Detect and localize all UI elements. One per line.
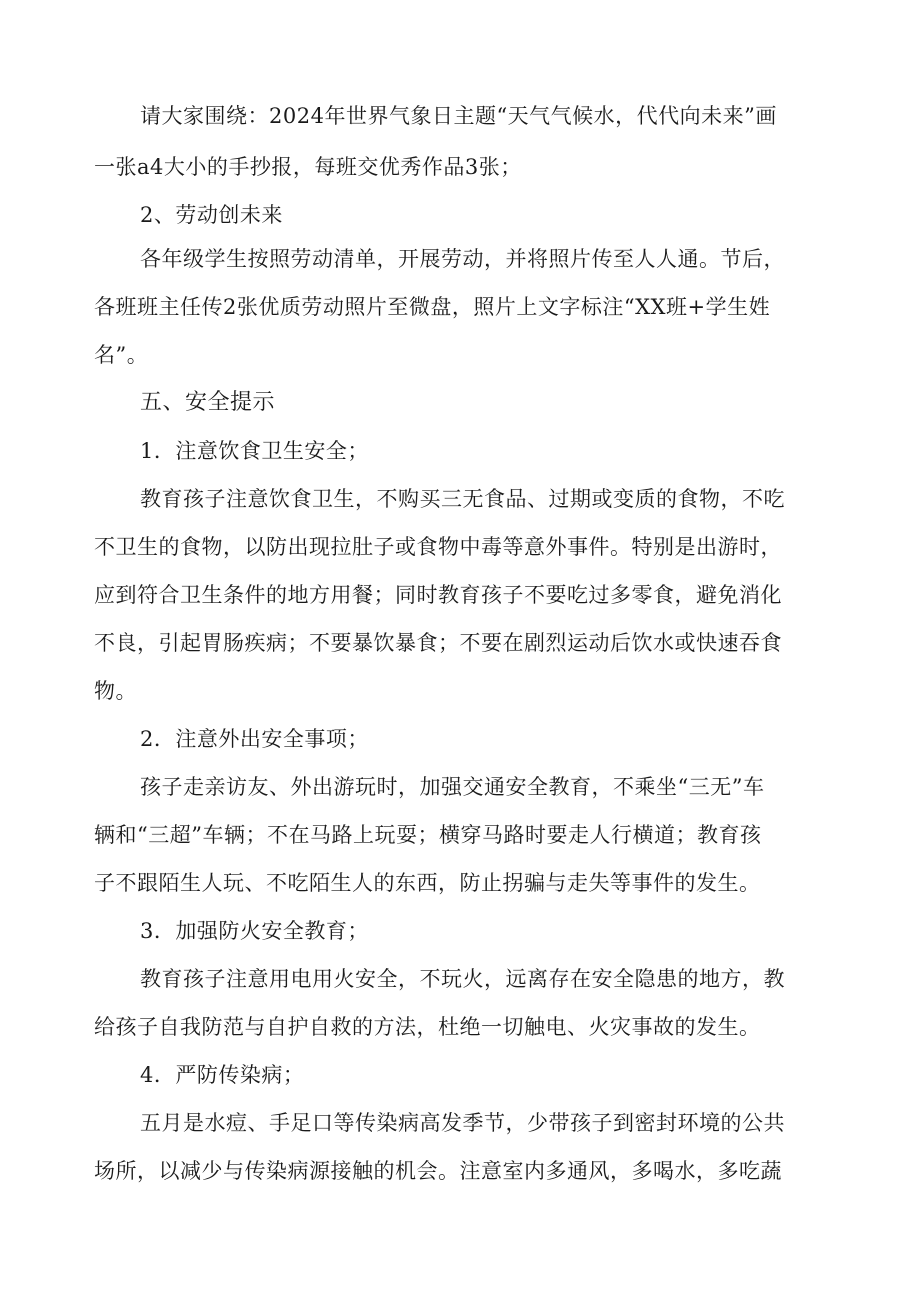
- paragraph-line: 不卫生的食物，以防出现拉肚子或食物中毒等意外事件。特别是出游时，: [94, 535, 782, 559]
- tip-title: 3．加强防火安全教育；: [140, 919, 369, 943]
- paragraph-line: 请大家围绕：2024年世界气象日主题“天气气候水，代代向未来”画: [140, 104, 777, 128]
- paragraph-line: 子不跟陌生人玩、不吃陌生人的东西，防止拐骗与走失等事件的发生。: [94, 871, 761, 895]
- paragraph-line: 不良，引起胃肠疾病；不要暴饮暴食；不要在剧烈运动后饮水或快速吞食: [94, 631, 782, 655]
- paragraph-line: 教育孩子注意饮食卫生，不购买三无食品、过期或变质的食物，不吃: [140, 487, 785, 511]
- paragraph-line: 应到符合卫生条件的地方用餐；同时教育孩子不要吃过多零食，避免消化: [94, 583, 782, 607]
- paragraph-line: 五月是水痘、手足口等传染病高发季节，少带孩子到密封环境的公共: [140, 1111, 785, 1135]
- paragraph-line: 物。: [94, 679, 137, 703]
- paragraph-line: 孩子走亲访友、外出游玩时，加强交通安全教育，不乘坐“三无”车: [140, 775, 765, 799]
- tip-title: 1．注意饮食卫生安全；: [140, 439, 369, 463]
- paragraph-line: 一张a4大小的手抄报，每班交优秀作品3张；: [94, 155, 522, 179]
- paragraph-line: 场所，以减少与传染病源接触的机会。注意室内多通风，多喝水，多吃蔬: [94, 1159, 782, 1183]
- tip-title: 2．注意外出安全事项；: [140, 727, 369, 751]
- paragraph-line: 名”。: [94, 343, 149, 367]
- paragraph-line: 辆和“三超”车辆；不在马路上玩耍；横穿马路时要走人行横道；教育孩: [94, 823, 762, 847]
- tip-title: 4．严防传染病；: [140, 1063, 305, 1087]
- section-heading: 五、安全提示: [140, 390, 276, 415]
- paragraph-line: 教育孩子注意用电用火安全，不玩火，远离存在安全隐患的地方，教: [140, 967, 785, 991]
- item-heading: 2、劳动创未来: [140, 203, 283, 227]
- paragraph-line: 各班班主任传2张优质劳动照片至微盘，照片上文字标注“XX班+学生姓: [94, 295, 771, 319]
- paragraph-line: 给孩子自我防范与自护自救的方法，杜绝一切触电、火灾事故的发生。: [94, 1015, 761, 1039]
- paragraph-line: 各年级学生按照劳动清单，开展劳动，并将照片传至人人通。节后，: [140, 247, 785, 271]
